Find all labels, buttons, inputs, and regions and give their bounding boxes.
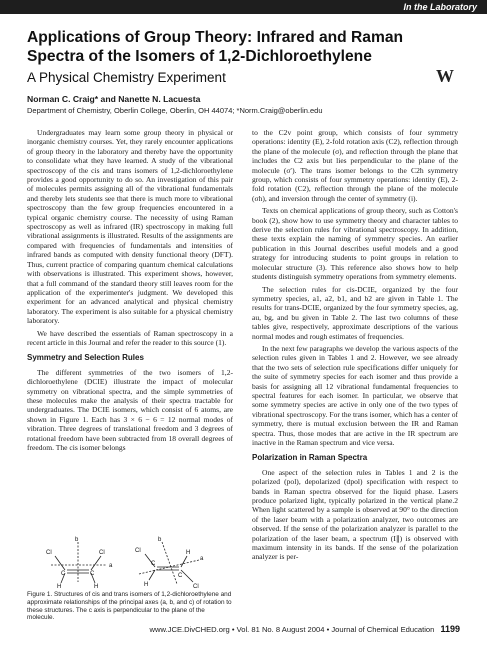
- paragraph: We have described the essentials of Raman spectroscopy in a recent article in this Journal and refer the reader to this source (1).: [27, 328, 233, 347]
- trans-label-c1: C: [151, 561, 156, 567]
- section-heading: Symmetry and Selection Rules: [27, 353, 144, 363]
- left-column: [27, 128, 233, 528]
- trans-label-cl2: Cl: [193, 584, 199, 588]
- trans-label-b: b: [158, 537, 162, 543]
- cis-label-b: b: [75, 537, 79, 543]
- paragraph: The different symmetries of the two isomers of 1,2-dichloroethylene (DCIE) illustrate the impact of molecular symmetry on vibrational spectra, and the simple symmetries of these molecules make the analysis of their spectra tractable for undergraduates. The DCIE isomers, which consist of 6 atoms, are shown in Figure 1. Each has 3 × 6 − 6 = 12 normal modes of vibration. Three degrees of translational freedom and 3 degrees of rotational freedom have been subtracted from 18 overall degrees of freedom. The cis isomer belongs: [27, 367, 233, 452]
- paragraph: The selection rules for cis-DCIE, organized by the four symmetry species, a1, a2, b1, and b2 are given in Table 1. The results for trans-DCIE, organized by the four symmetry species, ag, au, bg, and bu given in Table 2. The last two columns of these tables give, respectively, approximate descriptions of the various normal modes and rough estimates of frequencies.: [252, 284, 458, 341]
- cis-label-c1: C: [61, 571, 66, 577]
- molecule-structures: [27, 534, 233, 588]
- page-footer: [130, 624, 460, 634]
- paragraph: In the next few paragraphs we develop the various aspects of the selection rules given in Tables 1 and 2. However, we see already that the two sets of selection rule specifications differ uniquely for the suite of symmetry species for each isomer and thus provide a basis for assigning all 12 vibrational fundamental frequencies to spectral features for each isomer. In particular, we observe that some symmetry species are active in only one of the two types of vibrational spectroscopy. For the trans isomer, which has a center of symmetry, there is mutual exclusion between the IR and Raman spectra. Thus, those modes that are active in the IR spectrum are inactive in the Raman spectrum and vice versa.: [252, 343, 458, 447]
- trans-bond-h2: [181, 556, 187, 567]
- trans-bond-cl2: [181, 570, 193, 582]
- cis-label-a: a: [109, 563, 113, 569]
- page-number: 1199: [440, 624, 460, 634]
- footer-url[interactable]: www.JCE.DivCHED.org: [149, 625, 230, 634]
- trans-label-a: a: [200, 556, 204, 562]
- cis-bond-cl1: [55, 556, 65, 570]
- trans-label-h1: H: [144, 582, 149, 588]
- cis-label-cl1: Cl: [46, 550, 52, 556]
- paragraph: Texts on chemical applications of group theory, such as Cotton's book (2), show how to use symmetry theory and character tables to derive the selection rules for vibrational spectroscopy. In addition, these texts explain the naming of symmetry species. An earlier publication in this Journal describes useful models and a good strategy for introducing students to point groups in relation to molecular structure (3). This reference also shows how to help students distinguish symmetry operations from symmetry elements.: [252, 206, 458, 282]
- author-line: Norman C. Craig* and Nanette N. Lacuesta: [27, 94, 201, 104]
- footer-journal: Journal of Chemical Education: [331, 625, 435, 634]
- section-band: [0, 0, 487, 14]
- paragraph: to the C2v point group, which consists of four symmetry operations: identity (E), 2-fold rotation axis (C2), reflection through the plane of the molecule (σ), and reflection through the plane that includes the C2 axis but lies perpendicular to the plane of the molecule (σ′). The trans isomer belongs to the C2h symmetry group, which consists of four symmetry operations: identity (E), 2-fold rotation (C2), reflection through the plane of the molecule (σh), and inversion through the center of symmetry (i).: [252, 128, 458, 203]
- footer-issue: Vol. 81 No. 8 August 2004: [236, 625, 325, 634]
- paragraph: Undergraduates may learn some group theory in physical or inorganic chemistry courses. Yet, they rarely encounter applications of group theory in the laboratory and thereby have the opportunity to consolidate what they have learned. A study of the vibrational spectroscopy of the cis and trans isomers of 1,2-dichloroethylene provides a good opportunity to do so. An investigation of this pair of molecules permits assigning all of the vibrational fundamentals and thereby lets students see that there is much more to vibrational spectroscopy than the few group frequencies encountered in a typical organic chemistry course. The necessity of using Raman spectroscopy as well as infrared (IR) spectroscopy in making full vibrational assignments is illustrated. Results of the assignments are compared with frequencies of fundamentals and intensities of infrared bands as computed with density functional theory (DFT). Thus, current practice of comparing quantum chemical calculations with observations is illustrated. This experiment shows, however, that a full command of the standard theory still leaves room for the application of the experimenter's judgment. We developed this experiment for an advanced analytical and physical chemistry laboratory. The experiment is also suitable for a physical chemistry laboratory.: [27, 128, 233, 326]
- trans-structure: [139, 542, 199, 584]
- cis-bond-cl2: [91, 556, 101, 570]
- footer-sep: •: [326, 625, 332, 634]
- cis-label-c2: C: [90, 571, 95, 577]
- trans-label-cl1: Cl: [135, 548, 141, 554]
- paragraph: One aspect of the selection rules in Tables 1 and 2 is the polarized (pol), depolarized (dpol) specification with respect to bands in Raman spectra observed for the liquid phase. Lasers produce polarized light, typically polarized in the vertical plane.2 When light scattered by a sample is observed at 90° to the direction of the laser beam with a polarization analyzer, two outcomes are observed. If the sense of the polarization analyzer is parallel to the polarization of the laser beam, a spectrum (I∥) is observed with maximum intensity in its bands. If the sense of the polarization analyzer is per-: [252, 467, 458, 562]
- section-label: In the Laboratory: [403, 2, 477, 12]
- cis-label-cl2: Cl: [99, 550, 105, 556]
- cis-structure: [51, 542, 107, 583]
- trans-b-axis: [162, 542, 177, 584]
- right-column: [252, 128, 458, 608]
- section-heading: Polarization in Raman Spectra: [252, 453, 368, 463]
- cis-label-h1: H: [57, 584, 62, 588]
- figure-1: [27, 534, 233, 588]
- article-title: Applications of Group Theory: Infrared and Raman Spectra of the Isomers of 1,2-Dichloroethylene: [27, 29, 404, 65]
- article-subtitle: A Physical Chemistry Experiment: [27, 70, 226, 85]
- cis-label-h2: H: [94, 584, 99, 588]
- footer-sep: •: [231, 625, 237, 634]
- trans-label-c2: C: [178, 573, 183, 579]
- figure-caption: Figure 1. Structures of cis and trans isomers of 1,2-dichloroethylene and approximate relationships of the principal axes (a, b, and c) of rotation to these structures. The c axis is perpendicular to the plane of the molecule.: [27, 591, 232, 622]
- web-logo: W: [436, 66, 453, 86]
- affiliation-line: Department of Chemistry, Oberlin College, Oberlin, OH 44074; *Norm.Craig@oberlin.edu: [27, 106, 323, 115]
- trans-label-h2: H: [186, 550, 191, 556]
